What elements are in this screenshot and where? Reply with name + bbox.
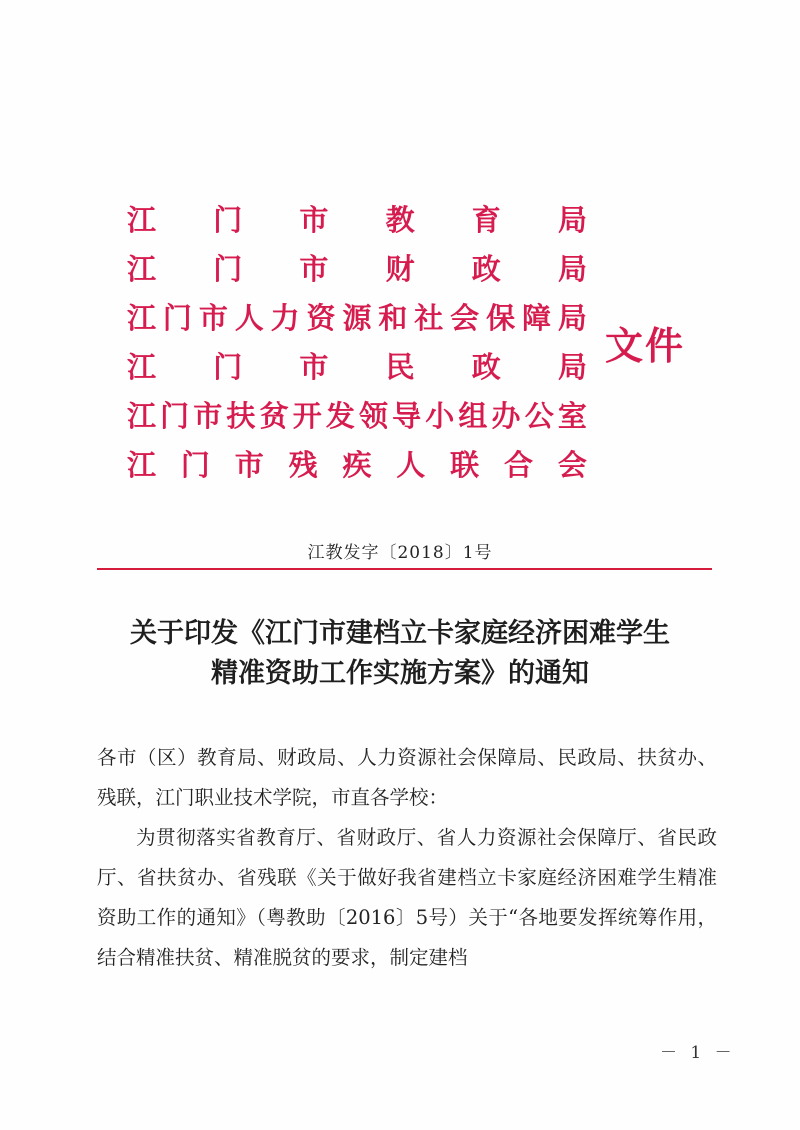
issuer-char: 贫 <box>259 399 289 433</box>
issuer-char: 组 <box>458 399 488 433</box>
issuer-char: 财 <box>385 252 415 286</box>
issuer-finance-bureau <box>127 245 587 294</box>
body-paragraph-1: 为贯彻落实省教育厅、省财政厅、省人力资源社会保障厅、省民政厅、省扶贫办、省残联《关于做好我省建档立卡家庭经济困难学生精准资助工作的通知》（粤教助〔2016〕5号）关于“各地要发挥统筹作用，结合精准扶贫、精准脱贫的要求，制定建档 <box>97 826 717 969</box>
issuer-poverty-alleviation-office <box>127 392 587 441</box>
issuer-char: 门 <box>160 399 190 433</box>
issuer-char: 资 <box>306 301 336 335</box>
issuer-char: 和 <box>378 301 408 335</box>
issuer-char: 导 <box>392 399 422 433</box>
issuer-char: 市 <box>193 399 223 433</box>
issuer-char: 小 <box>425 399 455 433</box>
issuer-char: 政 <box>471 350 501 384</box>
issuer-char: 开 <box>292 399 322 433</box>
issuer-char: 局 <box>557 301 587 335</box>
issuer-char: 局 <box>557 350 587 384</box>
issuer-char: 江 <box>127 203 157 237</box>
issuer-char: 门 <box>162 301 192 335</box>
issuer-char: 会 <box>557 448 587 482</box>
issuer-char: 障 <box>521 301 551 335</box>
issuing-authorities <box>127 196 587 490</box>
issuer-char: 办 <box>491 399 521 433</box>
issuer-hr-social-security-bureau <box>127 294 587 343</box>
document-type-label: 文件 <box>605 324 686 368</box>
issuer-char: 力 <box>270 301 300 335</box>
addressees: 各市（区）教育局、财政局、人力资源社会保障局、民政局、扶贫办、残联，江门职业技术学院，市直各学校： <box>97 746 717 809</box>
issuer-char: 社 <box>414 301 444 335</box>
issuer-char: 发 <box>325 399 355 433</box>
issuer-char: 教 <box>385 203 415 237</box>
title-line-1: 关于印发《江门市建档立卡家庭经济困难学生 <box>130 618 670 649</box>
issuer-char: 会 <box>450 301 480 335</box>
issuer-char: 市 <box>299 252 329 286</box>
title-line-2: 精准资助工作实施方案》的通知 <box>211 658 589 689</box>
issuer-char: 合 <box>504 448 534 482</box>
issuer-char: 局 <box>557 252 587 286</box>
issuer-char: 领 <box>358 399 388 433</box>
issuer-char: 江 <box>127 399 157 433</box>
issuer-char: 公 <box>524 399 554 433</box>
issuer-char: 门 <box>213 252 243 286</box>
issuer-char: 人 <box>234 301 264 335</box>
issuer-char: 局 <box>557 203 587 237</box>
issuer-char: 民 <box>385 350 415 384</box>
issuer-char: 江 <box>127 350 157 384</box>
issuer-char: 保 <box>486 301 516 335</box>
issuer-char: 门 <box>213 203 243 237</box>
issuer-char: 源 <box>342 301 372 335</box>
issuer-char: 育 <box>471 203 501 237</box>
issuer-char: 室 <box>557 399 587 433</box>
issuer-char: 门 <box>180 448 210 482</box>
issuer-char: 联 <box>450 448 480 482</box>
issuer-char: 政 <box>471 252 501 286</box>
document-title <box>0 614 800 694</box>
issuer-disabled-persons-federation <box>127 441 587 490</box>
page-number: － 1 － <box>660 1043 736 1063</box>
issuer-char: 疾 <box>342 448 372 482</box>
issuer-char: 市 <box>299 203 329 237</box>
issuer-char: 江 <box>127 301 157 335</box>
issuer-char: 江 <box>127 252 157 286</box>
document-number: 江教发字〔2018〕1号 <box>307 543 493 563</box>
issuer-char: 人 <box>396 448 426 482</box>
issuer-education-bureau <box>127 196 587 245</box>
issuer-char: 江 <box>127 448 157 482</box>
document-body <box>97 738 717 978</box>
red-divider-line <box>97 568 712 570</box>
issuer-char: 市 <box>198 301 228 335</box>
issuer-char: 扶 <box>226 399 256 433</box>
issuer-char: 门 <box>213 350 243 384</box>
issuer-char: 市 <box>299 350 329 384</box>
issuer-civil-affairs-bureau <box>127 343 587 392</box>
issuer-char: 残 <box>288 448 318 482</box>
issuer-char: 市 <box>234 448 264 482</box>
